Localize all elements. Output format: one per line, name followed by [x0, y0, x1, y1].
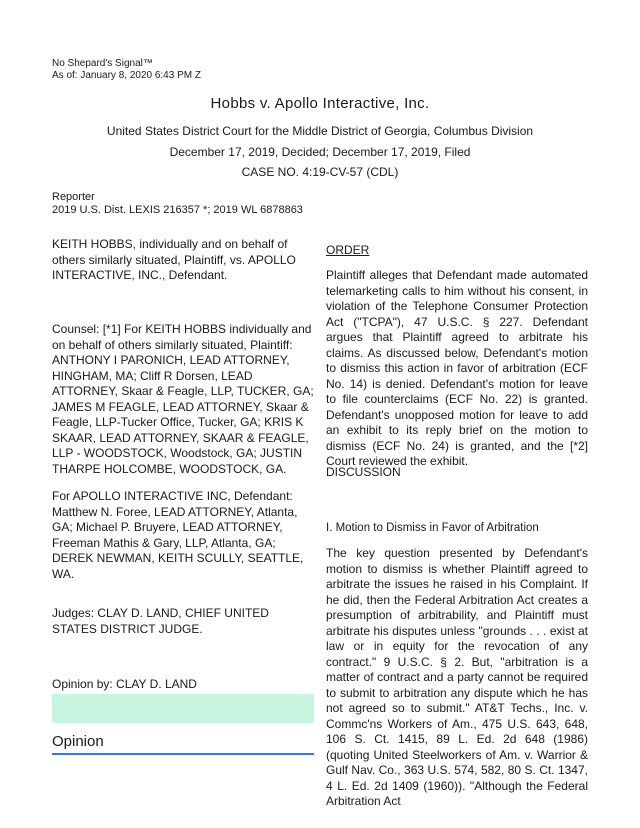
discussion-heading: DISCUSSION: [326, 465, 401, 479]
reporter-citation: 2019 U.S. Dist. LEXIS 216357 *; 2019 WL 6878863: [52, 204, 303, 216]
plaintiff-counsel: Counsel: [*1] For KEITH HOBBS individually and on behalf of others similarly situated, Plaintiff: ANTHONY I PARONICH, LEAD ATTORNEY, HINGHAM, MA; Cliff R Dorsen, LEAD ATTORNEY, Skaar & Feagle, LLP, TUCKER, GA; JAMES M FEAGLE, LEAD ATTORNEY, Skaar & Feagle, LLP-Tucker Office, Tucker, GA; KRIS K SKAAR, LEAD ATTORNEY, SKAAR & FEAGLE, LLP - WOODSTOCK, Woodstock, GA; JUSTIN THARPE HOLCOMBE, WOODSTOCK, GA.: [52, 322, 314, 476]
case-title: Hobbs v. Apollo Interactive, Inc.: [210, 95, 430, 112]
opinion-paragraph: The key question presented by Defendant's motion to dismiss is whether Plaintiff agreed to arbitrate the issues he raised in his Complaint. If he did, then the Federal Arbitration Act creates a presumption of arbitrability, and Plaintiff must arbitrate his disputes unless "grounds . . . exist at law or in equity for the revocation of any contract." 9 U.S.C. § 2. But, "arbitration is a matter of contract and a party cannot be required to submit to arbitration any dispute which he has not agreed so to submit." AT&T Techs., Inc. v. Commc'ns Workers of Am., 475 U.S. 643, 648, 106 S. Ct. 1415, 89 L. Ed. 2d 648 (1986) (quoting United Steelworkers of Am. v. Warrior & Gulf Nav. Co., 363 U.S. 574, 582, 80 S. Ct. 1347, 4 L. Ed. 2d 1409 (1960)). "Although the Federal Arbitration Act: [326, 546, 588, 808]
opinion-heading: Opinion: [52, 733, 314, 755]
court-name: United States District Court for the Middle District of Georgia, Columbus Division: [106, 124, 534, 138]
reporter-block: [52, 191, 303, 217]
decided-filed-dates: December 17, 2019, Decided; December 17, 2019, Filed: [169, 145, 471, 159]
case-caption: KEITH HOBBS, individually and on behalf of others similarly situated, Plaintiff, vs. APOLLO INTERACTIVE, INC., Defendant.: [52, 237, 296, 282]
opinion-paragraph: Plaintiff alleges that Defendant made automated telemarketing calls to him without his consent, in violation of the Telephone Consumer Protection Act ("TCPA"), 47 U.S.C. § 227. Defendant argues that Plaintiff agreed to arbitrate his claims. As discussed below, Defendant's motion to dismiss this action in favor of arbitration (ECF No. 14) is denied. Defendant's motion for leave to file counterclaims (ECF No. 22) is granted. Defendant's unopposed motion for leave to add an exhibit to its reply brief on the motion to dismiss (ECF No. 24) is granted, and the [*2] Court reviewed the exhibit.: [326, 268, 588, 468]
highlight-bar: [52, 694, 314, 723]
shepards-signal-block: [52, 58, 201, 82]
case-number: CASE NO. 4:19-CV-57 (CDL): [241, 165, 399, 179]
defendant-counsel: For APOLLO INTERACTIVE INC, Defendant: Matthew N. Foree, LEAD ATTORNEY, Atlanta, GA; Michael P. Bruyere, LEAD ATTORNEY, Freeman Mathis & Gary, LLP, Atlanta, GA; DEREK NEWMAN, KEITH SCULLY, SEATTLE, WA.: [52, 489, 304, 581]
section-heading: I. Motion to Dismiss in Favor of Arbitration: [326, 522, 539, 534]
order-heading: ORDER: [326, 243, 370, 257]
as-of-timestamp: As of: January 8, 2020 6:43 PM Z: [52, 70, 201, 81]
signal-line: No Shepard's Signal™: [52, 58, 153, 69]
reporter-label: Reporter: [52, 191, 95, 203]
opinion-by-line: Opinion by: CLAY D. LAND: [52, 677, 197, 691]
judges-line: Judges: CLAY D. LAND, CHIEF UNITED STATES DISTRICT JUDGE.: [52, 606, 269, 636]
